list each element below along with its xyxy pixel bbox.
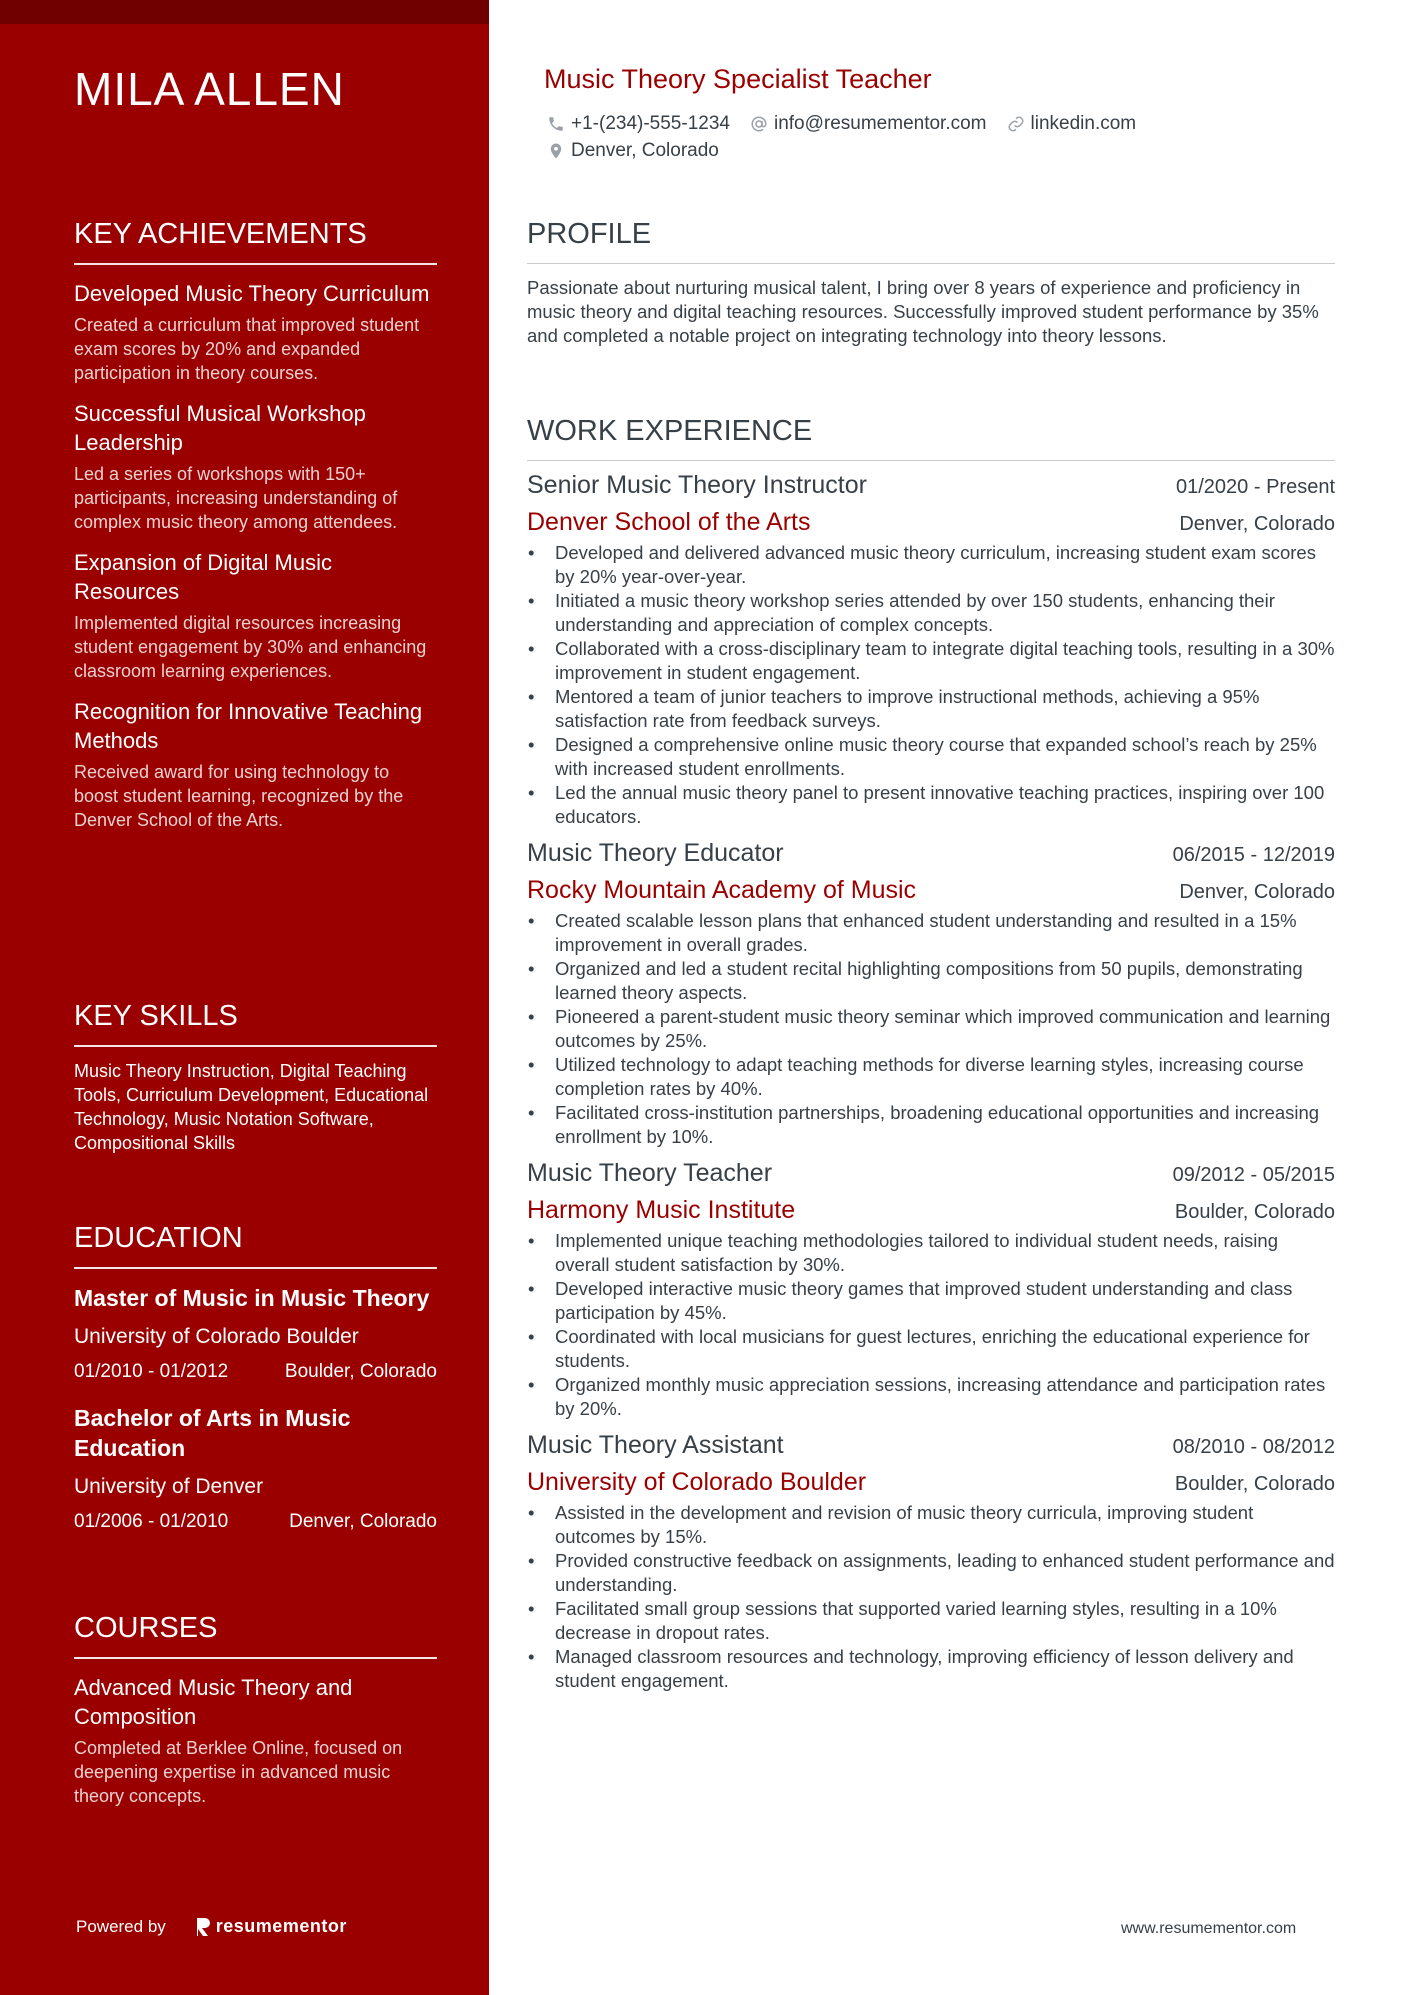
education-heading: EDUCATION bbox=[74, 1222, 437, 1269]
education-section bbox=[74, 1222, 437, 1533]
course-title: Advanced Music Theory and Composition bbox=[74, 1675, 353, 1729]
education-location: Denver, Colorado bbox=[289, 1511, 437, 1532]
achievement-description: Received award for using technology to boost student learning, recognized by the Denver School of the Arts. bbox=[74, 762, 404, 830]
job-title: Music Theory Specialist Teacher bbox=[544, 64, 932, 94]
job-dates: 01/2020 - Present bbox=[1176, 476, 1335, 498]
job-bullet: • Coordinated with local musicians for guest lectures, enriching the educational experience for students. bbox=[527, 1325, 1335, 1373]
job-role: Music Theory Educator bbox=[527, 839, 784, 867]
job-company: University of Colorado Boulder bbox=[527, 1468, 867, 1496]
education-meta bbox=[74, 1511, 437, 1533]
job-bullet: • Mentored a team of junior teachers to improve instructional methods, achieving a 95% satisfaction rate from feedback surveys. bbox=[527, 685, 1335, 733]
education-school: University of Denver bbox=[74, 1475, 264, 1498]
job-role: Music Theory Assistant bbox=[527, 1431, 784, 1459]
job-location: Denver, Colorado bbox=[1179, 513, 1335, 535]
job-header bbox=[527, 471, 1335, 500]
education-item bbox=[74, 1403, 437, 1533]
job-header bbox=[527, 1431, 1335, 1460]
job-bullet: • Implemented unique teaching methodologies tailored to individual student needs, raising overall student satisfaction by 30%. bbox=[527, 1229, 1335, 1277]
job-dates: 06/2015 - 12/2019 bbox=[1172, 844, 1335, 866]
achievement-item bbox=[74, 399, 437, 534]
job-dates: 09/2012 - 05/2015 bbox=[1172, 1164, 1335, 1186]
education-dates: 01/2010 - 01/2012 bbox=[74, 1361, 229, 1382]
job-header bbox=[527, 1159, 1335, 1188]
courses-heading: COURSES bbox=[74, 1612, 437, 1659]
job-subheader bbox=[527, 1196, 1335, 1225]
job-location: Boulder, Colorado bbox=[1174, 1201, 1335, 1223]
sidebar bbox=[0, 0, 489, 1995]
achievement-description: Implemented digital resources increasing student engagement by 30% and enhancing classroom learning experiences. bbox=[74, 613, 427, 681]
sidebar-top-bar bbox=[0, 0, 489, 24]
job-company: Harmony Music Institute bbox=[527, 1196, 796, 1224]
at-icon bbox=[750, 115, 768, 133]
contact-location-text: Denver, Colorado bbox=[571, 140, 719, 161]
location-pin-icon bbox=[547, 142, 565, 160]
job-location: Boulder, Colorado bbox=[1174, 1473, 1335, 1495]
education-degree: Master of Music in Music Theory bbox=[74, 1285, 430, 1311]
profile-summary: Passionate about nurturing musical talent, I bring over 8 years of experience and proficiency in music theory and digital teaching resources. Successfully improved student performance by 35% and completed a notable project on integrating technology into theory lessons. bbox=[527, 277, 1319, 346]
achievement-description: Led a series of workshops with 150+ participants, increasing understanding of complex music theory among attendees. bbox=[74, 464, 398, 532]
job-bullet: • Organized and led a student recital highlighting compositions from 50 pupils, demonstrating learned theory aspects. bbox=[527, 957, 1335, 1005]
phone-icon bbox=[547, 115, 565, 133]
contact-location bbox=[547, 140, 719, 162]
achievement-title: Expansion of Digital Music Resources bbox=[74, 550, 333, 604]
profile-heading: PROFILE bbox=[527, 218, 1335, 264]
job-entry bbox=[527, 839, 1335, 1149]
candidate-name: MILA ALLEN bbox=[74, 63, 345, 115]
courses-section bbox=[74, 1612, 437, 1808]
skills-list: Music Theory Instruction, Digital Teaching Tools, Curriculum Development, Educational Technology, Music Notation Software, Compositional Skills bbox=[74, 1061, 429, 1153]
job-bullet: • Developed interactive music theory games that improved student understanding and class participation by 45%. bbox=[527, 1277, 1335, 1325]
job-bullet: • Facilitated small group sessions that supported varied learning styles, resulting in a 10% decrease in dropout rates. bbox=[527, 1597, 1335, 1645]
achievement-item bbox=[74, 548, 437, 683]
job-entry bbox=[527, 1431, 1335, 1693]
job-header bbox=[527, 839, 1335, 868]
contact-linkedin[interactable] bbox=[1007, 113, 1137, 135]
contact-phone bbox=[547, 113, 730, 135]
job-entry bbox=[527, 1159, 1335, 1421]
education-degree: Bachelor of Arts in Music Education bbox=[74, 1405, 351, 1461]
education-school: University of Colorado Boulder bbox=[74, 1325, 359, 1348]
education-item bbox=[74, 1283, 437, 1383]
experience-heading: WORK EXPERIENCE bbox=[527, 415, 1335, 461]
job-role: Music Theory Teacher bbox=[527, 1159, 773, 1187]
education-dates: 01/2006 - 01/2010 bbox=[74, 1511, 229, 1532]
job-subheader bbox=[527, 876, 1335, 905]
job-bullets bbox=[527, 909, 1335, 1149]
job-subheader bbox=[527, 1468, 1335, 1497]
job-bullet: • Assisted in the development and revision of music theory curricula, improving student outcomes by 15%. bbox=[527, 1501, 1335, 1549]
job-bullet: • Developed and delivered advanced music theory curriculum, increasing student exam scores by 20% year-over-year. bbox=[527, 541, 1335, 589]
achievement-title: Developed Music Theory Curriculum bbox=[74, 281, 430, 306]
job-role: Senior Music Theory Instructor bbox=[527, 471, 867, 499]
contact-email-text[interactable]: info@resumementor.com bbox=[773, 113, 987, 134]
job-bullet: • Created scalable lesson plans that enhanced student understanding and resulted in a 15% improvement in overall grades. bbox=[527, 909, 1335, 957]
job-bullet: • Utilized technology to adapt teaching methods for diverse learning styles, increasing course completion rates by 40%. bbox=[527, 1053, 1335, 1101]
job-company: Denver School of the Arts bbox=[527, 508, 811, 536]
contact-email[interactable] bbox=[750, 113, 987, 135]
contact-linkedin-text[interactable]: linkedin.com bbox=[1030, 113, 1137, 134]
course-item bbox=[74, 1673, 437, 1808]
job-bullets bbox=[527, 541, 1335, 829]
achievement-description: Created a curriculum that improved student exam scores by 20% and expanded participation in theory courses. bbox=[74, 315, 420, 383]
job-bullets bbox=[527, 1229, 1335, 1421]
job-location: Denver, Colorado bbox=[1179, 881, 1335, 903]
job-bullet: • Provided constructive feedback on assignments, leading to enhanced student performance and understanding. bbox=[527, 1549, 1335, 1597]
resumementor-logo-icon bbox=[196, 1917, 210, 1937]
footer-url[interactable]: www.resumementor.com bbox=[1121, 1920, 1297, 1937]
job-bullet: • Collaborated with a cross-disciplinary team to integrate digital teaching tools, resulting in a 30% improvement in student engagement. bbox=[527, 637, 1335, 685]
job-entry bbox=[527, 471, 1335, 829]
job-bullet: • Facilitated cross-institution partnerships, broadening educational opportunities and increasing enrollment by 10%. bbox=[527, 1101, 1335, 1149]
achievement-title: Successful Musical Workshop Leadership bbox=[74, 401, 366, 455]
job-bullets bbox=[527, 1501, 1335, 1693]
achievement-title: Recognition for Innovative Teaching Methods bbox=[74, 699, 423, 753]
skills-section bbox=[74, 1000, 437, 1155]
job-bullet: • Led the annual music theory panel to present innovative teaching practices, inspiring over 100 educators. bbox=[527, 781, 1335, 829]
link-icon bbox=[1007, 115, 1025, 133]
job-subheader bbox=[527, 508, 1335, 537]
education-location: Boulder, Colorado bbox=[284, 1361, 437, 1382]
contact-row bbox=[547, 113, 1156, 135]
job-bullet: • Pioneered a parent-student music theory seminar which improved communication and learning outcomes by 25%. bbox=[527, 1005, 1335, 1053]
contact-row-location bbox=[547, 140, 739, 162]
powered-by-brand: resumementor bbox=[215, 1916, 347, 1936]
profile-section bbox=[527, 218, 1335, 348]
job-bullet: • Organized monthly music appreciation sessions, increasing attendance and participation rates by 20%. bbox=[527, 1373, 1335, 1421]
job-dates: 08/2010 - 08/2012 bbox=[1172, 1436, 1335, 1458]
course-description: Completed at Berklee Online, focused on deepening expertise in advanced music theory concepts. bbox=[74, 1738, 403, 1806]
job-bullet: • Managed classroom resources and technology, improving efficiency of lesson delivery and student engagement. bbox=[527, 1645, 1335, 1693]
contact-phone-text: +1-(234)-555-1234 bbox=[571, 113, 730, 134]
powered-by-label: Powered by bbox=[76, 1916, 166, 1936]
skills-heading: KEY SKILLS bbox=[74, 1000, 437, 1047]
achievements-section bbox=[74, 218, 437, 832]
job-bullet: • Designed a comprehensive online music theory course that expanded school’s reach by 25% with increased student enrollments. bbox=[527, 733, 1335, 781]
experience-section bbox=[527, 415, 1335, 1693]
main-content bbox=[489, 0, 1410, 1995]
achievement-item bbox=[74, 279, 437, 385]
job-company: Rocky Mountain Academy of Music bbox=[527, 876, 917, 904]
achievement-item bbox=[74, 697, 437, 832]
education-meta bbox=[74, 1361, 437, 1383]
job-bullet: • Initiated a music theory workshop series attended by over 150 students, enhancing their understanding and appreciation of complex concepts. bbox=[527, 589, 1335, 637]
powered-by bbox=[76, 1916, 347, 1937]
achievements-heading: KEY ACHIEVEMENTS bbox=[74, 218, 437, 265]
